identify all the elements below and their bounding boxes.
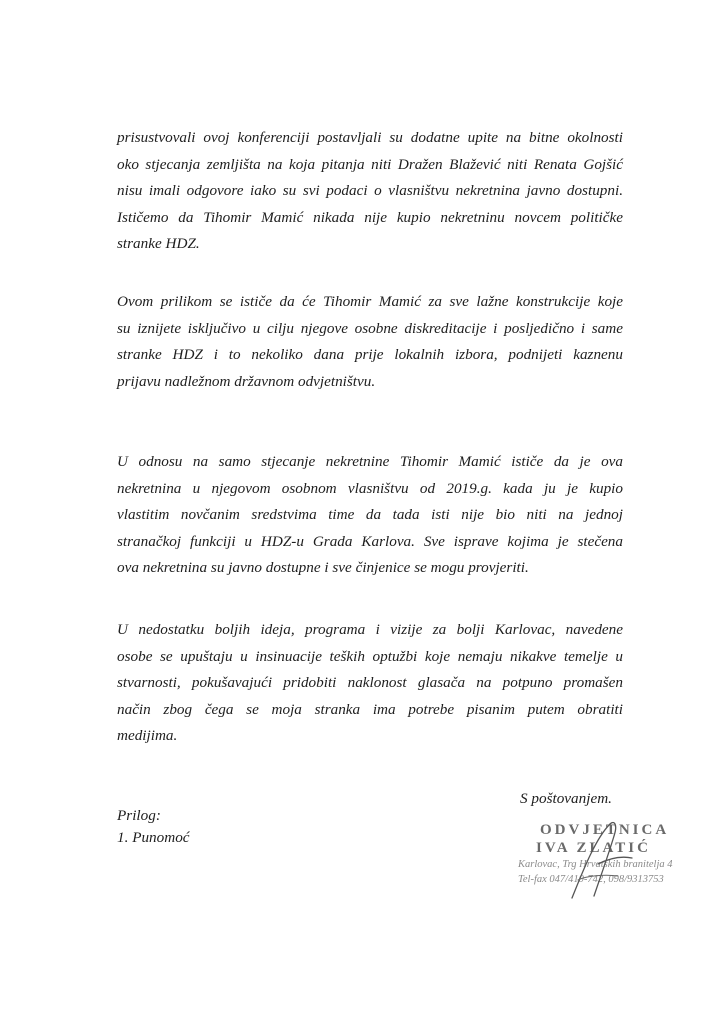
paragraph-3	[117, 449, 623, 582]
paragraph-1	[117, 125, 623, 258]
attachments	[117, 805, 190, 849]
paragraph-line: Ističemo da Tihomir Mamić nikada nije kupio nekretninu novcem političke	[117, 208, 623, 226]
paragraph-line: prijavu nadležnom državnom odvjetništvu.	[117, 372, 376, 390]
paragraph-line: medijima.	[117, 727, 178, 744]
attachment-label: Prilog:	[117, 807, 161, 824]
paragraph-line: stranačkoj funkciji u HDZ-u Grada Karlova. Sve isprave kojima je stečena	[117, 532, 623, 550]
stamp-title: ODVJETNICA	[540, 822, 670, 838]
paragraph-line: su iznijete isključivo u cilju njegove osobne diskreditacije i posljedično i same	[117, 319, 623, 337]
closing-salutation: S poštovanjem.	[520, 790, 612, 807]
paragraph-line: stranke HDZ i to nekoliko dana prije lokalnih izbora, podnijeti kaznenu	[117, 346, 623, 363]
paragraph-line: U odnosu na samo stjecanje nekretnine Tihomir Mamić ističe da je ova	[117, 453, 623, 470]
attachment-item: 1. Punomoć	[117, 829, 190, 846]
lawyer-stamp	[514, 818, 694, 902]
paragraph-line: nisu imali odgovore iako su svi podaci o vlasništvu nekretnina javno dostupni.	[117, 182, 623, 199]
paragraph-line: nekretnina u njegovom osobnom vlasništvu od 2019.g. kada ju je kupio	[117, 479, 623, 497]
stamp-address: Karlovac, Trg Hrvatskih branitelja 4	[518, 859, 673, 870]
signature-icon	[514, 818, 694, 902]
paragraph-4	[117, 617, 623, 750]
paragraph-line: ova nekretnina su javno dostupne i sve činjenice se mogu provjeriti.	[117, 559, 529, 576]
paragraph-line: vlastitim novčanim sredstvima time da tada isti nije bio niti na jednoj	[117, 506, 623, 523]
stamp-phone: Tel-fax 047/410-742, 098/9313753	[518, 874, 664, 885]
paragraph-line: Ovom prilikom se ističe da će Tihomir Mamić za sve lažne konstrukcije koje	[117, 293, 623, 310]
paragraph-2	[117, 289, 623, 395]
stamp-name: IVA ZLATIĆ	[536, 840, 651, 856]
paragraph-line: osobe se upuštaju u insinuacije teških optužbi koje nemaju nikakve temelje u	[117, 647, 623, 665]
paragraph-line: U nedostatku boljih ideja, programa i vizije za bolji Karlovac, navedene	[117, 621, 623, 638]
paragraph-line: stvarnosti, pokušavajući pridobiti naklonost glasača na potpuno promašen	[117, 674, 623, 691]
paragraph-line: način zbog čega se moja stranka ima potrebe pisanim putem obratiti	[117, 700, 623, 718]
paragraph-line: prisustvovali ovoj konferenciji postavljali su dodatne upite na bitne okolnosti	[117, 129, 623, 146]
paragraph-line: oko stjecanja zemljišta na koja pitanja niti Dražen Blažević niti Renata Gojšić	[117, 155, 623, 173]
paragraph-line: stranke HDZ.	[117, 235, 200, 252]
